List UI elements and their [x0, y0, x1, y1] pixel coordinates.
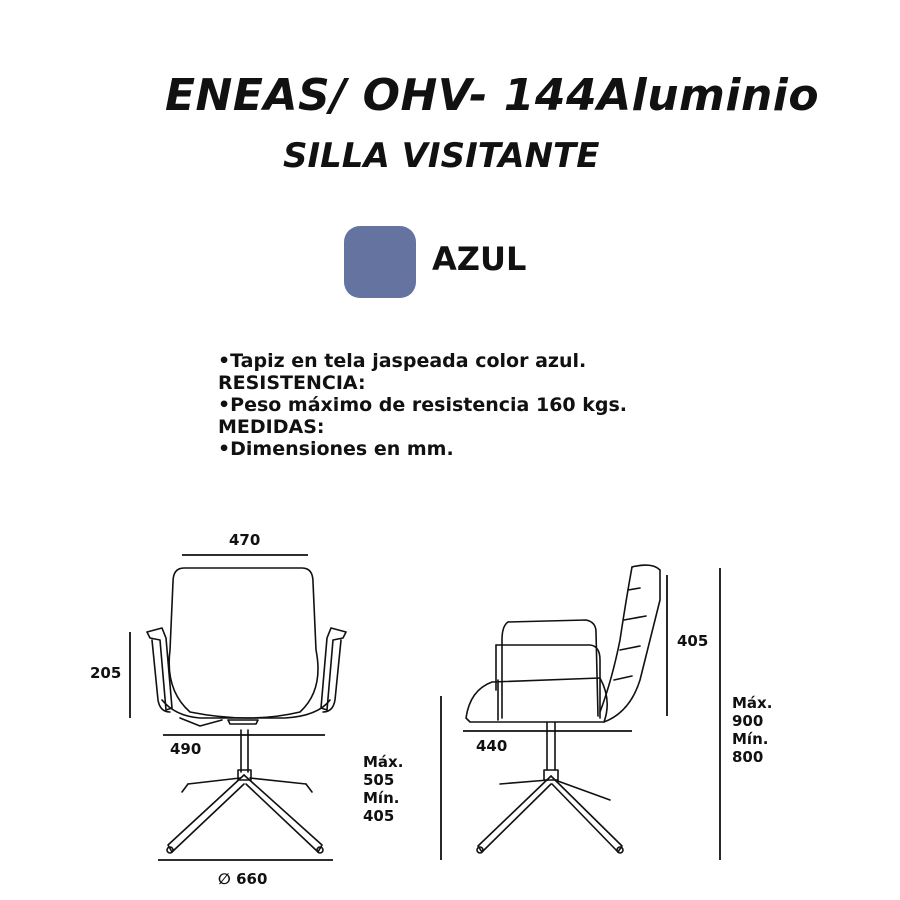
total-height-max-value: 900	[732, 712, 764, 730]
dim-label-seat-width: 490	[170, 740, 202, 758]
dim-label-base-diameter: ∅ 660	[218, 870, 268, 888]
dimension-lines	[130, 555, 720, 860]
dim-label-front-width: 470	[229, 531, 261, 549]
product-type-subtitle: SILLA VISITANTE	[283, 136, 600, 176]
front-view-chair-outline	[147, 568, 346, 853]
total-height-min-label: Mín.	[732, 730, 769, 748]
dim-label-seat-depth: 440	[476, 737, 508, 755]
dim-label-total-height	[732, 694, 772, 766]
dim-label-seat-height	[363, 753, 403, 825]
spec-line-upholstery: •Tapiz en tela jaspeada color azul.	[218, 350, 587, 372]
side-view-chair-outline	[466, 565, 660, 853]
dim-label-backrest-height: 405	[677, 632, 709, 650]
seat-height-min-label: Mín.	[363, 789, 400, 807]
seat-height-min-value: 405	[363, 807, 395, 825]
seat-height-max-label: Máx.	[363, 753, 404, 771]
spec-heading-measures: MEDIDAS:	[218, 416, 325, 438]
product-model-title: ENEAS/ OHV- 144Aluminio	[165, 70, 820, 121]
total-height-min-value: 800	[732, 748, 764, 766]
spec-line-max-weight: •Peso máximo de resistencia 160 kgs.	[218, 394, 628, 416]
total-height-max-label: Máx.	[732, 694, 773, 712]
color-name: AZUL	[432, 240, 527, 278]
seat-height-max-value: 505	[363, 771, 395, 789]
spec-line-units: •Dimensiones en mm.	[218, 438, 454, 460]
spec-heading-resistance: RESISTENCIA:	[218, 372, 366, 394]
dim-label-armrest-height: 205	[90, 664, 122, 682]
